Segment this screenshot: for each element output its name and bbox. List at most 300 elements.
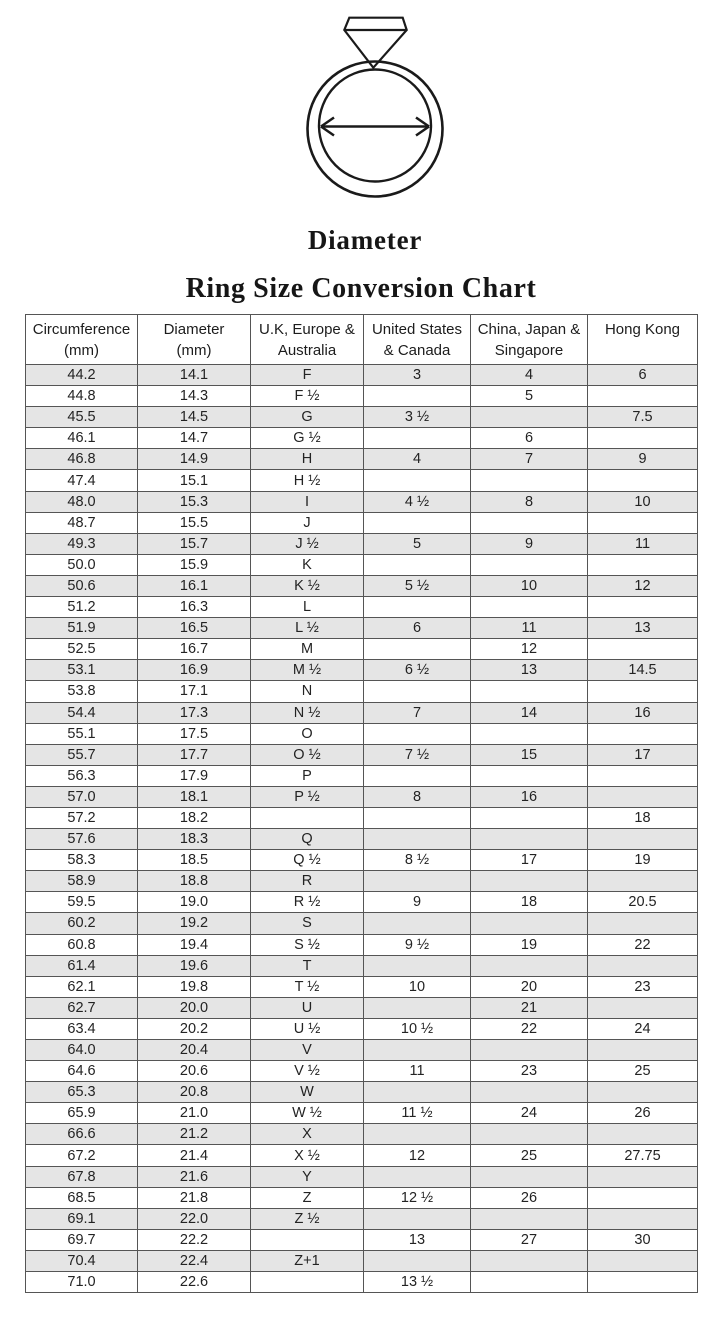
cell: 12 — [471, 639, 588, 660]
cell: 7 — [471, 449, 588, 470]
column-header-5 — [471, 315, 588, 365]
cell: Z ½ — [251, 1208, 364, 1229]
cell: 50.6 — [26, 575, 138, 596]
cell — [364, 597, 471, 618]
cell: 9 — [364, 892, 471, 913]
cell — [364, 1250, 471, 1271]
cell: 18.2 — [138, 807, 251, 828]
cell: 13 — [364, 1229, 471, 1250]
table-row — [26, 618, 698, 639]
cell: 51.9 — [26, 618, 138, 639]
cell: 48.0 — [26, 491, 138, 512]
table-row — [26, 934, 698, 955]
column-header-2 — [138, 315, 251, 365]
cell: Y — [251, 1166, 364, 1187]
cell: K ½ — [251, 575, 364, 596]
cell: 14.1 — [138, 365, 251, 386]
cell: 62.7 — [26, 997, 138, 1018]
cell: 70.4 — [26, 1250, 138, 1271]
column-header-line1: Diameter — [163, 320, 225, 338]
cell: 9 — [588, 449, 698, 470]
table-row — [26, 449, 698, 470]
cell: 20.6 — [138, 1061, 251, 1082]
diamond-icon — [344, 18, 406, 68]
cell — [588, 1040, 698, 1061]
cell: M ½ — [251, 660, 364, 681]
cell: 53.8 — [26, 681, 138, 702]
cell: 19.8 — [138, 976, 251, 997]
cell — [364, 512, 471, 533]
cell: 22 — [471, 1018, 588, 1039]
table-row — [26, 1124, 698, 1145]
cell — [364, 1166, 471, 1187]
cell: 22.4 — [138, 1250, 251, 1271]
table-row — [26, 512, 698, 533]
cell: 8 — [471, 491, 588, 512]
cell: P — [251, 765, 364, 786]
cell: H ½ — [251, 470, 364, 491]
cell: 4 — [471, 365, 588, 386]
table-row — [26, 575, 698, 596]
cell: 17.9 — [138, 765, 251, 786]
cell: 26 — [588, 1103, 698, 1124]
cell — [588, 913, 698, 934]
cell — [471, 407, 588, 428]
cell: V — [251, 1040, 364, 1061]
table-row — [26, 723, 698, 744]
table-row — [26, 997, 698, 1018]
table-row — [26, 807, 698, 828]
table-row — [26, 1187, 698, 1208]
cell: X — [251, 1124, 364, 1145]
cell: 11 ½ — [364, 1103, 471, 1124]
table-row — [26, 428, 698, 449]
cell: 11 — [471, 618, 588, 639]
cell: 21.8 — [138, 1187, 251, 1208]
cell: 10 — [364, 976, 471, 997]
cell: 63.4 — [26, 1018, 138, 1039]
cell: 18.8 — [138, 871, 251, 892]
cell: 44.2 — [26, 365, 138, 386]
cell — [588, 470, 698, 491]
cell: 13 ½ — [364, 1272, 471, 1293]
table-header-row — [26, 315, 698, 365]
cell: N ½ — [251, 702, 364, 723]
table-row — [26, 365, 698, 386]
cell: 22.2 — [138, 1229, 251, 1250]
cell: 8 ½ — [364, 850, 471, 871]
cell: 20.5 — [588, 892, 698, 913]
cell — [471, 681, 588, 702]
table-row — [26, 407, 698, 428]
cell — [364, 1208, 471, 1229]
table-row — [26, 660, 698, 681]
cell — [364, 765, 471, 786]
cell: 13 — [471, 660, 588, 681]
cell: 5 ½ — [364, 575, 471, 596]
cell: 14.5 — [138, 407, 251, 428]
cell — [471, 1082, 588, 1103]
cell: 3 ½ — [364, 407, 471, 428]
cell: 6 — [588, 365, 698, 386]
table-row — [26, 681, 698, 702]
cell — [588, 386, 698, 407]
cell: 54.4 — [26, 702, 138, 723]
table-row — [26, 702, 698, 723]
cell: Z+1 — [251, 1250, 364, 1271]
ring-outer-circle — [308, 62, 443, 197]
cell: G ½ — [251, 428, 364, 449]
column-header-line1: U.K, Europe & — [259, 320, 355, 338]
cell: 7 ½ — [364, 744, 471, 765]
cell: F ½ — [251, 386, 364, 407]
table-row — [26, 892, 698, 913]
cell — [588, 786, 698, 807]
cell: W ½ — [251, 1103, 364, 1124]
cell: 12 — [364, 1145, 471, 1166]
cell: 57.2 — [26, 807, 138, 828]
cell: 58.9 — [26, 871, 138, 892]
diameter-label: Diameter — [307, 225, 423, 255]
table-row — [26, 955, 698, 976]
table-row — [26, 1018, 698, 1039]
cell — [588, 955, 698, 976]
cell: J ½ — [251, 533, 364, 554]
cell — [588, 871, 698, 892]
cell — [588, 723, 698, 744]
cell: T ½ — [251, 976, 364, 997]
cell: 14 — [471, 702, 588, 723]
cell: U ½ — [251, 1018, 364, 1039]
cell: 5 — [471, 386, 588, 407]
cell — [588, 1187, 698, 1208]
cell: 18 — [471, 892, 588, 913]
cell: 20.2 — [138, 1018, 251, 1039]
cell: 65.3 — [26, 1082, 138, 1103]
table-row — [26, 744, 698, 765]
cell: 61.4 — [26, 955, 138, 976]
column-header-1 — [26, 315, 138, 365]
cell: 10 — [588, 491, 698, 512]
cell: I — [251, 491, 364, 512]
cell — [471, 512, 588, 533]
cell: 17 — [588, 744, 698, 765]
cell: 25 — [588, 1061, 698, 1082]
cell: 15.1 — [138, 470, 251, 491]
cell: 11 — [588, 533, 698, 554]
cell: 50.0 — [26, 554, 138, 575]
cell: L — [251, 597, 364, 618]
cell: 17 — [471, 850, 588, 871]
cell: 8 — [364, 786, 471, 807]
cell: 7 — [364, 702, 471, 723]
cell — [251, 1229, 364, 1250]
cell — [471, 1166, 588, 1187]
cell: 58.3 — [26, 850, 138, 871]
cell: 68.5 — [26, 1187, 138, 1208]
column-header-line1: United States — [371, 320, 463, 338]
cell: 27.75 — [588, 1145, 698, 1166]
cell: 19.0 — [138, 892, 251, 913]
cell: 10 ½ — [364, 1018, 471, 1039]
table-row — [26, 1229, 698, 1250]
cell — [364, 723, 471, 744]
cell: 10 — [471, 575, 588, 596]
cell — [471, 955, 588, 976]
cell: Q ½ — [251, 850, 364, 871]
cell: 12 — [588, 575, 698, 596]
cell: 13 — [588, 618, 698, 639]
table-row — [26, 765, 698, 786]
table-row — [26, 1250, 698, 1271]
cell: 57.6 — [26, 829, 138, 850]
cell: T — [251, 955, 364, 976]
cell: L ½ — [251, 618, 364, 639]
cell — [588, 1208, 698, 1229]
cell: 69.7 — [26, 1229, 138, 1250]
cell: 12 ½ — [364, 1187, 471, 1208]
cell — [471, 470, 588, 491]
cell: 16 — [588, 702, 698, 723]
cell — [364, 554, 471, 575]
cell — [588, 1250, 698, 1271]
cell: 5 — [364, 533, 471, 554]
cell — [364, 639, 471, 660]
cell: 59.5 — [26, 892, 138, 913]
cell: N — [251, 681, 364, 702]
cell: 20.4 — [138, 1040, 251, 1061]
cell: 46.1 — [26, 428, 138, 449]
table-row — [26, 1208, 698, 1229]
cell — [588, 639, 698, 660]
cell: 60.8 — [26, 934, 138, 955]
cell: 15.7 — [138, 533, 251, 554]
table-row — [26, 786, 698, 807]
table-row — [26, 554, 698, 575]
cell — [588, 681, 698, 702]
cell: 11 — [364, 1061, 471, 1082]
table-row — [26, 491, 698, 512]
column-header-6 — [588, 315, 698, 365]
cell: 16.7 — [138, 639, 251, 660]
table-row — [26, 829, 698, 850]
ring-size-conversion-table — [25, 314, 698, 1293]
cell: 15.9 — [138, 554, 251, 575]
table-row — [26, 597, 698, 618]
cell: G — [251, 407, 364, 428]
cell — [588, 829, 698, 850]
cell: 16 — [471, 786, 588, 807]
cell: 27 — [471, 1229, 588, 1250]
cell — [364, 807, 471, 828]
cell: 21 — [471, 997, 588, 1018]
cell: 18.3 — [138, 829, 251, 850]
cell — [471, 723, 588, 744]
cell: 55.1 — [26, 723, 138, 744]
cell — [364, 913, 471, 934]
table-row — [26, 1082, 698, 1103]
ring-diagram — [0, 0, 720, 206]
table-row — [26, 639, 698, 660]
cell: 14.9 — [138, 449, 251, 470]
cell: 7.5 — [588, 407, 698, 428]
cell: 44.8 — [26, 386, 138, 407]
cell: 22.0 — [138, 1208, 251, 1229]
table-row — [26, 1061, 698, 1082]
cell: X ½ — [251, 1145, 364, 1166]
cell: 65.9 — [26, 1103, 138, 1124]
cell — [471, 1124, 588, 1145]
cell: 26 — [471, 1187, 588, 1208]
cell: 17.1 — [138, 681, 251, 702]
cell: 62.1 — [26, 976, 138, 997]
cell: 19 — [588, 850, 698, 871]
cell: 16.1 — [138, 575, 251, 596]
cell: 15.3 — [138, 491, 251, 512]
cell: 47.4 — [26, 470, 138, 491]
cell: R ½ — [251, 892, 364, 913]
column-header-4 — [364, 315, 471, 365]
table-row — [26, 386, 698, 407]
table-row — [26, 1145, 698, 1166]
cell: Q — [251, 829, 364, 850]
cell: 52.5 — [26, 639, 138, 660]
cell — [471, 807, 588, 828]
cell — [588, 1166, 698, 1187]
cell — [471, 871, 588, 892]
cell — [588, 1082, 698, 1103]
column-header-line2: & Canada — [383, 341, 451, 359]
cell: 15 — [471, 744, 588, 765]
cell — [364, 386, 471, 407]
diameter-arrow-icon — [321, 118, 429, 136]
cell: S ½ — [251, 934, 364, 955]
table-row — [26, 871, 698, 892]
cell: 48.7 — [26, 512, 138, 533]
column-header-line1: Circumference — [32, 320, 131, 338]
cell: 4 ½ — [364, 491, 471, 512]
cell — [364, 1082, 471, 1103]
cell: 3 — [364, 365, 471, 386]
cell: 20 — [471, 976, 588, 997]
cell: 22.6 — [138, 1272, 251, 1293]
column-header-line1: China, Japan & — [477, 320, 581, 338]
table-row — [26, 533, 698, 554]
cell: 17.3 — [138, 702, 251, 723]
cell: 17.5 — [138, 723, 251, 744]
cell: 23 — [471, 1061, 588, 1082]
cell: 21.0 — [138, 1103, 251, 1124]
cell: 30 — [588, 1229, 698, 1250]
cell — [588, 1124, 698, 1145]
cell — [471, 1272, 588, 1293]
cell: 17.7 — [138, 744, 251, 765]
cell — [471, 765, 588, 786]
cell: 25 — [471, 1145, 588, 1166]
cell: S — [251, 913, 364, 934]
cell — [471, 554, 588, 575]
cell: 64.6 — [26, 1061, 138, 1082]
cell: 14.7 — [138, 428, 251, 449]
cell: F — [251, 365, 364, 386]
cell — [364, 955, 471, 976]
cell — [588, 597, 698, 618]
cell: M — [251, 639, 364, 660]
cell: 49.3 — [26, 533, 138, 554]
ring-icon — [285, 10, 465, 202]
cell: 21.2 — [138, 1124, 251, 1145]
cell — [471, 1250, 588, 1271]
cell: K — [251, 554, 364, 575]
cell: 20.8 — [138, 1082, 251, 1103]
cell — [364, 997, 471, 1018]
cell: 18.1 — [138, 786, 251, 807]
cell: 51.2 — [26, 597, 138, 618]
cell: W — [251, 1082, 364, 1103]
cell: 18 — [588, 807, 698, 828]
column-header-line2: Singapore — [494, 341, 564, 359]
cell: 22 — [588, 934, 698, 955]
cell — [588, 428, 698, 449]
table-row — [26, 1272, 698, 1293]
table-row — [26, 1040, 698, 1061]
cell: 69.1 — [26, 1208, 138, 1229]
cell: 15.5 — [138, 512, 251, 533]
cell — [364, 470, 471, 491]
table-header — [26, 315, 698, 365]
cell — [588, 997, 698, 1018]
cell: O — [251, 723, 364, 744]
cell — [364, 428, 471, 449]
column-header-line1: Hong Kong — [604, 320, 681, 338]
cell: 23 — [588, 976, 698, 997]
cell: Z — [251, 1187, 364, 1208]
table-row — [26, 470, 698, 491]
cell — [251, 1272, 364, 1293]
table-row — [26, 850, 698, 871]
cell: 16.9 — [138, 660, 251, 681]
cell: 45.5 — [26, 407, 138, 428]
cell: 19.2 — [138, 913, 251, 934]
table-row — [26, 976, 698, 997]
cell — [364, 1124, 471, 1145]
column-header-3 — [251, 315, 364, 365]
cell: 16.5 — [138, 618, 251, 639]
cell: 56.3 — [26, 765, 138, 786]
cell — [364, 1040, 471, 1061]
table-row — [26, 1166, 698, 1187]
cell: 55.7 — [26, 744, 138, 765]
cell — [588, 765, 698, 786]
cell — [471, 1208, 588, 1229]
cell: 18.5 — [138, 850, 251, 871]
cell — [588, 1272, 698, 1293]
cell — [251, 807, 364, 828]
cell: 9 ½ — [364, 934, 471, 955]
cell: 9 — [471, 533, 588, 554]
cell: 64.0 — [26, 1040, 138, 1061]
cell: 20.0 — [138, 997, 251, 1018]
cell: 46.8 — [26, 449, 138, 470]
cell: P ½ — [251, 786, 364, 807]
table-row — [26, 913, 698, 934]
cell: U — [251, 997, 364, 1018]
cell: J — [251, 512, 364, 533]
column-header-line2: Australia — [277, 341, 337, 359]
cell: 24 — [471, 1103, 588, 1124]
cell: 67.2 — [26, 1145, 138, 1166]
page-title: Ring Size Conversion Chart — [185, 273, 537, 304]
